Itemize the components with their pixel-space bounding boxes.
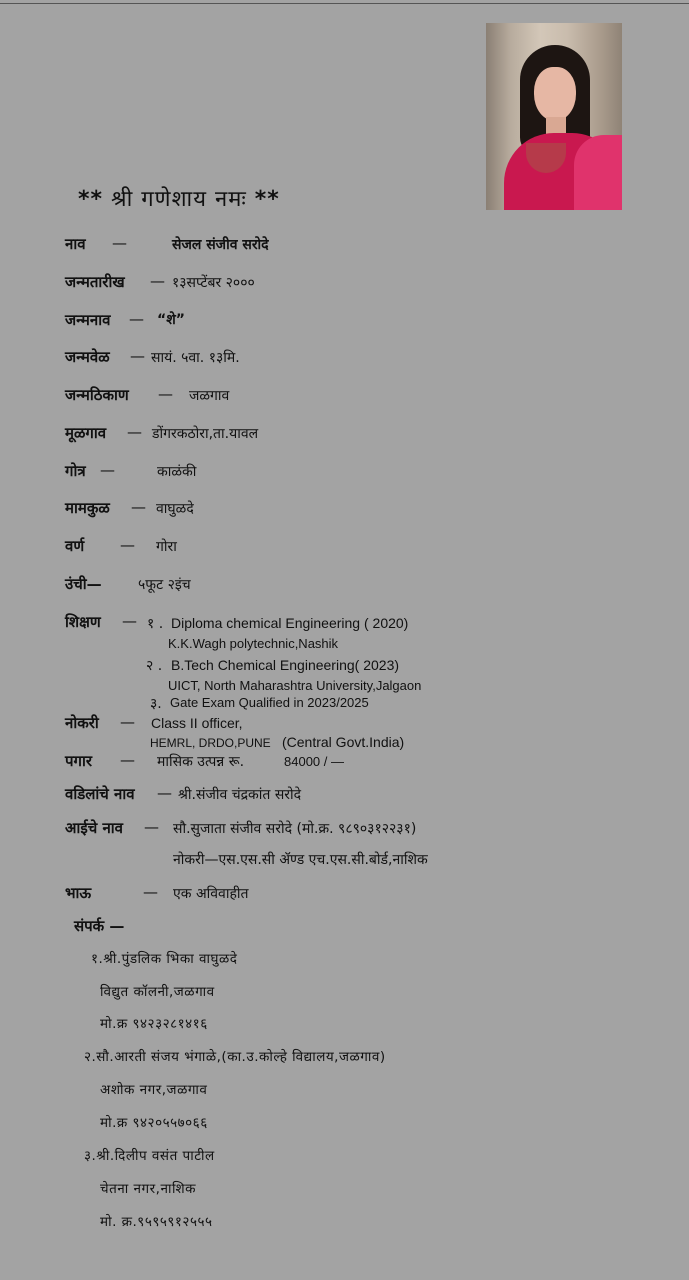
birth-time-dash: — <box>130 347 145 365</box>
brother-dash: — <box>143 883 158 901</box>
name-value: सेजल संजीव सरोदे <box>172 237 269 253</box>
brother-label: भाऊ <box>65 884 92 902</box>
dob-dash: — <box>150 272 165 290</box>
profile-photo <box>486 23 622 210</box>
mother-job-value: नोकरी—एस.एस.सी ॲण्ड एच.एस.सी.बोर्ड,नाशिक <box>173 852 428 868</box>
birth-name-value: “शे” <box>157 312 185 328</box>
job-label: नोकरी <box>65 714 99 732</box>
education-3-line1: Gate Exam Qualified in 2023/2025 <box>170 695 369 710</box>
dob-value: १३सप्टेंबर २००० <box>172 275 255 291</box>
contact-1-name: १.श्री.पुंडलिक भिका वाघुळदे <box>91 951 238 967</box>
birth-place-dash: — <box>158 385 173 403</box>
salary-dash: — <box>120 751 135 769</box>
contact-2-name: २.सौ.आरती संजय भंगाळे,(का.उ.कोल्हे विद्यालय,जळगाव) <box>84 1049 386 1065</box>
father-name-dash: — <box>157 784 172 802</box>
birth-time-label: जन्मवेळ <box>65 348 110 366</box>
father-name-value: श्री.संजीव चंद्रकांत सरोदे <box>178 787 302 803</box>
dob-label: जन्मतारीख <box>65 273 125 291</box>
name-label: नाव <box>65 235 86 253</box>
contact-3-phone: मो. क्र.९५९५९१२५५५ <box>100 1214 213 1230</box>
mamkul-value: वाघुळदे <box>156 501 194 517</box>
education-2-line2: UICT, North Maharashtra University,Jalgaon <box>168 678 422 693</box>
contact-2-address: अशोक नगर,जळगाव <box>100 1082 208 1098</box>
education-3-num: ३. <box>150 696 162 712</box>
contact-1-address: विद्युत कॉलनी,जळगाव <box>100 984 215 1000</box>
salary-amount: 84000 / — <box>284 754 344 769</box>
birth-place-value: जळगाव <box>189 388 230 404</box>
contact-2-phone: मो.क्र ९४२०५५७०६६ <box>100 1115 208 1131</box>
job-line1: Class II officer, <box>151 715 243 731</box>
gotra-label: गोत्र <box>65 462 86 480</box>
birth-place-label: जन्मठिकाण <box>65 386 129 404</box>
birth-name-dash: — <box>129 310 144 328</box>
education-1-num: १ . <box>147 616 164 632</box>
education-dash: — <box>122 612 137 630</box>
mother-name-dash: — <box>144 818 159 836</box>
education-2-num: २ . <box>146 658 163 674</box>
top-border <box>0 3 689 4</box>
job-line2: HEMRL, DRDO,PUNE <box>150 736 271 750</box>
complexion-label: वर्ण <box>65 537 85 555</box>
mother-name-value: सौ.सुजाता संजीव सरोदे (मो.क्र. ९८९०३१२२३१) <box>173 821 417 837</box>
mamkul-label: मामकुळ <box>65 499 110 517</box>
education-1-line2: K.K.Wagh polytechnic,Nashik <box>168 636 339 651</box>
birth-name-label: जन्मनाव <box>65 311 111 329</box>
complexion-dash: — <box>120 536 135 554</box>
contact-label: संपर्क — <box>74 917 125 935</box>
salary-label: पगार <box>65 752 92 770</box>
father-name-label: वडिलांचे नाव <box>65 785 135 803</box>
height-label: उंची— <box>65 575 102 593</box>
salary-value: मासिक उत्पन्न रू. <box>157 754 245 770</box>
mamkul-dash: — <box>131 498 146 516</box>
job-line2-govt: (Central Govt.India) <box>282 734 405 750</box>
contact-3-name: ३.श्री.दिलीप वसंत पाटील <box>84 1148 215 1164</box>
gotra-dash: — <box>100 461 115 479</box>
page-title: ** श्री गणेशाय नमः ** <box>78 187 280 212</box>
native-place-dash: — <box>127 423 142 441</box>
birth-time-value: सायं. ५वा. १३मि. <box>151 350 240 366</box>
native-place-value: डोंगरकठोरा,ता.यावल <box>152 426 259 442</box>
education-label: शिक्षण <box>65 613 101 631</box>
brother-value: एक अविवाहीत <box>173 886 249 902</box>
contact-1-phone: मो.क्र ९४२३२८१४१६ <box>100 1016 208 1032</box>
native-place-label: मूळगाव <box>65 424 107 442</box>
gotra-value: काळंकी <box>157 464 197 480</box>
contact-3-address: चेतना नगर,नाशिक <box>100 1181 196 1197</box>
mother-name-label: आईचे नाव <box>65 819 123 837</box>
name-dash: — <box>112 234 127 252</box>
height-value: ५फूट २इंच <box>138 577 191 593</box>
complexion-value: गोरा <box>156 539 177 555</box>
education-2-line1: B.Tech Chemical Engineering( 2023) <box>171 657 400 673</box>
education-1-line1: Diploma chemical Engineering ( 2020) <box>171 615 409 631</box>
job-dash: — <box>120 713 135 731</box>
